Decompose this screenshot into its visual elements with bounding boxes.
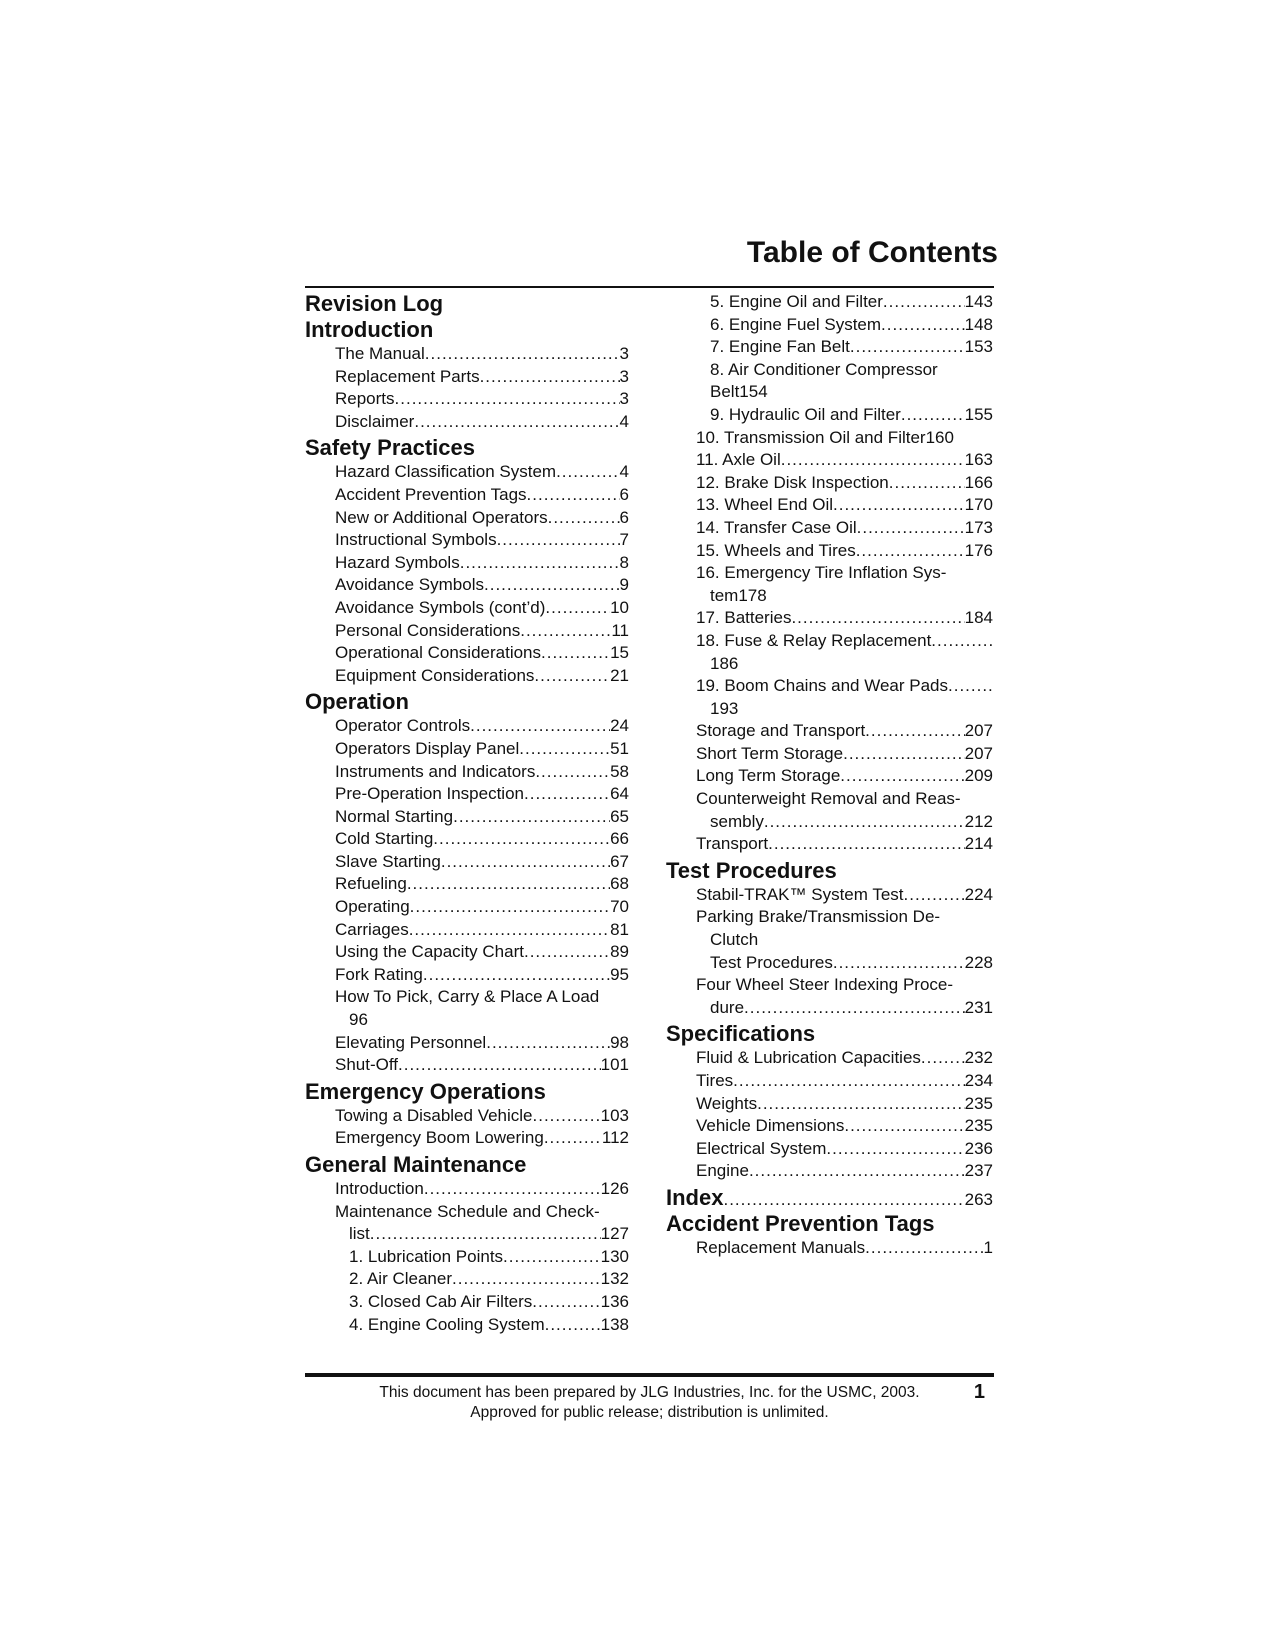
- dot-leader: [865, 720, 964, 743]
- toc-entry-label: Transport: [696, 834, 769, 854]
- toc-entry[interactable]: [305, 738, 629, 761]
- toc-page-number: 153: [964, 337, 993, 357]
- toc-page-number: 184: [964, 608, 993, 628]
- toc-entry-label: 5. Engine Oil and Filter: [710, 292, 883, 311]
- toc-page-number: 6: [619, 484, 629, 504]
- toc-entry[interactable]: [666, 494, 993, 517]
- dot-leader: [534, 665, 610, 688]
- toc-page-number: 170: [964, 495, 993, 515]
- toc-entry[interactable]: [305, 1246, 629, 1269]
- toc-page-number: 3: [619, 366, 629, 386]
- toc-entry[interactable]: [666, 765, 993, 788]
- toc-page-number: 24: [610, 716, 629, 736]
- dot-leader: [545, 597, 610, 620]
- dot-leader: [423, 964, 610, 987]
- toc-entry-label: Vehicle Dimensions: [696, 1116, 845, 1136]
- toc-page-number: 68: [610, 874, 629, 894]
- toc-entry[interactable]: [666, 997, 993, 1020]
- toc-page-number: 212: [964, 811, 993, 831]
- toc-entry-label: 3. Closed Cab Air Filters: [349, 1291, 533, 1311]
- dot-leader: [768, 833, 965, 856]
- toc-entry-text[interactable]: 186: [710, 653, 739, 673]
- footer-line-2: Approved for public release; distribution is unlimited.: [470, 1404, 829, 1421]
- toc-page-number: 8: [619, 552, 629, 572]
- dot-leader: [733, 1070, 964, 1093]
- dot-leader: [486, 1032, 610, 1055]
- dot-leader: [497, 529, 620, 552]
- toc-entry-text[interactable]: Parking Brake/Transmission De-: [696, 907, 941, 927]
- toc-entry[interactable]: [305, 461, 629, 484]
- toc-page-number: 6: [619, 507, 629, 527]
- toc-entry-label: 1. Lubrication Points: [349, 1246, 504, 1266]
- toc-page-number: 138: [600, 1314, 629, 1334]
- toc-page-number: 235: [964, 1116, 993, 1136]
- dot-leader: [757, 1093, 965, 1116]
- toc-entry-text[interactable]: 10. Transmission Oil and Filter160: [696, 427, 954, 447]
- toc-entry-label: Fork Rating: [335, 964, 423, 984]
- toc-page-number: 132: [600, 1269, 629, 1289]
- toc-entry-label: Carriages: [335, 919, 409, 939]
- toc-page-number: 15: [610, 643, 629, 663]
- dot-leader: [519, 738, 610, 761]
- toc-entry[interactable]: [305, 1105, 629, 1128]
- dot-leader: [889, 472, 965, 495]
- toc-page-number: 81: [610, 919, 629, 939]
- dot-leader: [520, 620, 611, 643]
- toc-entry[interactable]: [305, 806, 629, 829]
- toc-entry-label: Hazard Classification System: [335, 462, 557, 482]
- toc-entry-label: Cold Starting: [335, 829, 434, 849]
- toc-entry-label: Long Term Storage: [696, 766, 841, 786]
- toc-page-number: 1: [983, 1237, 993, 1257]
- toc-heading-label: Index: [666, 1184, 724, 1210]
- toc-entry[interactable]: [666, 811, 993, 834]
- toc-page-number: 4: [619, 462, 629, 482]
- toc-entry-text[interactable]: Four Wheel Steer Indexing Proce-: [696, 975, 954, 995]
- toc-entry-label: Hazard Symbols: [335, 552, 460, 572]
- toc-entry-label: Slave Starting: [335, 851, 441, 871]
- dot-leader: [410, 896, 610, 919]
- dot-leader: [524, 941, 610, 964]
- toc-entry[interactable]: [666, 720, 993, 743]
- toc-page-number: 64: [610, 784, 629, 804]
- toc-entry[interactable]: [305, 1314, 629, 1337]
- dot-leader: [833, 494, 965, 517]
- toc-entry-label: Accident Prevention Tags: [335, 484, 527, 504]
- toc-left-column: [305, 291, 629, 1336]
- toc-entry-text[interactable]: 193: [710, 698, 739, 718]
- dot-leader: [398, 1054, 601, 1077]
- toc-entry[interactable]: [666, 833, 993, 856]
- toc-page-number: 67: [610, 851, 629, 871]
- dot-leader: [470, 715, 610, 738]
- toc-page-number: 65: [610, 806, 629, 826]
- toc-entry[interactable]: [305, 484, 629, 507]
- toc-page-number: 11: [611, 620, 629, 640]
- toc-page-number: 136: [600, 1291, 629, 1311]
- toc-entry-label: 12. Brake Disk Inspection: [696, 472, 889, 492]
- toc-entry[interactable]: [305, 507, 629, 530]
- dot-leader: [395, 388, 620, 411]
- toc-entry-label: Avoidance Symbols: [335, 575, 484, 595]
- toc-entry-label: 4. Engine Cooling System: [349, 1314, 545, 1334]
- dot-leader: [424, 1178, 601, 1201]
- toc-entry[interactable]: [305, 1032, 629, 1055]
- toc-entry-label: Disclaimer: [335, 411, 415, 431]
- toc-entry[interactable]: [305, 597, 629, 620]
- toc-page-number: 163: [964, 450, 993, 470]
- toc-section-heading[interactable]: Operation: [305, 689, 409, 715]
- toc-entry-label: 15. Wheels and Tires: [696, 540, 856, 560]
- toc-entry-label: Elevating Personnel: [335, 1032, 487, 1052]
- toc-entry[interactable]: [666, 1070, 993, 1093]
- toc-entry[interactable]: [305, 828, 629, 851]
- dot-leader: [931, 630, 993, 653]
- toc-page-number: 21: [610, 665, 629, 685]
- toc-entry[interactable]: [666, 1160, 993, 1183]
- toc-entry-text[interactable]: Counterweight Removal and Reas-: [696, 789, 961, 809]
- toc-entry-label: Personal Considerations: [335, 620, 521, 640]
- dot-leader: [548, 507, 620, 530]
- toc-entry[interactable]: [305, 1178, 629, 1201]
- dot-leader: [527, 484, 620, 507]
- footer-notice: [305, 1383, 994, 1423]
- toc-entry-label: Operator Controls: [335, 716, 471, 736]
- toc-entry[interactable]: [305, 411, 629, 434]
- toc-page-number: 66: [610, 829, 629, 849]
- dot-leader: [764, 811, 965, 834]
- toc-entry-label: Tires: [696, 1071, 734, 1090]
- toc-entry-label: Engine: [696, 1161, 749, 1181]
- toc-page-number: 143: [964, 292, 993, 311]
- toc-entry-label: 19. Boom Chains and Wear Pads: [696, 676, 948, 696]
- toc-entry[interactable]: [666, 952, 993, 975]
- dot-leader: [533, 1105, 601, 1128]
- toc-entry[interactable]: [666, 630, 993, 653]
- toc-entry[interactable]: [666, 314, 993, 337]
- toc-page-number: 3: [619, 344, 629, 363]
- toc-page-number: 207: [964, 721, 993, 741]
- toc-entry[interactable]: [305, 388, 629, 411]
- toc-page-number: 126: [600, 1179, 629, 1198]
- toc-section-heading[interactable]: Safety Practices: [305, 435, 475, 461]
- toc-entry[interactable]: [305, 529, 629, 552]
- toc-section-heading[interactable]: Emergency Operations: [305, 1078, 546, 1104]
- toc-entry-label: 9. Hydraulic Oil and Filter: [710, 404, 901, 424]
- toc-page-number: 231: [964, 997, 993, 1017]
- dot-leader: [532, 1291, 600, 1314]
- toc-entry-label: Normal Starting: [335, 806, 454, 826]
- toc-entry-label: 11. Axle Oil: [696, 450, 781, 470]
- page-number: 1: [973, 1381, 985, 1403]
- dot-leader: [948, 675, 993, 698]
- dot-leader: [370, 1223, 601, 1246]
- toc-page-number: 127: [600, 1224, 629, 1244]
- toc-page-number: 98: [610, 1032, 629, 1052]
- toc-page-number: 58: [610, 761, 629, 781]
- toc-entry[interactable]: [666, 884, 993, 907]
- toc-entry[interactable]: [305, 941, 629, 964]
- dot-leader: [857, 517, 965, 540]
- toc-entry[interactable]: [305, 783, 629, 806]
- toc-entry[interactable]: [666, 1138, 993, 1161]
- dot-leader: [840, 765, 964, 788]
- dot-leader: [407, 873, 610, 896]
- toc-entry[interactable]: [305, 761, 629, 784]
- toc-page-number: 9: [619, 575, 629, 595]
- dot-leader: [904, 884, 965, 907]
- dot-leader: [545, 1314, 601, 1337]
- dot-leader: [791, 607, 964, 630]
- dot-leader: [921, 1047, 965, 1070]
- toc-entry-label: Stabil-TRAK™ System Test: [696, 884, 904, 904]
- toc-entry[interactable]: [666, 675, 993, 698]
- toc-entry[interactable]: [305, 964, 629, 987]
- toc-page-number: 166: [964, 472, 993, 492]
- toc-page-number: 232: [964, 1048, 993, 1068]
- toc-entry-text[interactable]: Clutch: [710, 930, 759, 950]
- toc-entry[interactable]: [666, 540, 993, 563]
- dot-leader: [524, 783, 610, 806]
- toc-entry-label: Using the Capacity Chart: [335, 942, 524, 962]
- toc-entry-label: Weights: [696, 1093, 758, 1113]
- dot-leader: [541, 642, 610, 665]
- toc-page-number: 235: [964, 1093, 993, 1113]
- toc-entry-label: Test Procedures: [710, 952, 833, 972]
- toc-entry[interactable]: [305, 896, 629, 919]
- toc-entry-label: Refueling: [335, 874, 407, 894]
- toc-entry[interactable]: [305, 665, 629, 688]
- toc-entry-label: 13. Wheel End Oil: [696, 495, 834, 515]
- toc-page-number: 112: [601, 1128, 629, 1148]
- toc-entry-label: Short Term Storage: [696, 743, 844, 763]
- toc-entry[interactable]: [666, 1047, 993, 1070]
- toc-page-number: 7: [619, 530, 629, 550]
- toc-entry-label: Instructional Symbols: [335, 530, 497, 550]
- toc-section-heading[interactable]: Revision Log: [305, 291, 444, 316]
- dot-leader: [843, 743, 965, 766]
- footer-rule: [305, 1373, 994, 1377]
- toc-entry[interactable]: [666, 607, 993, 630]
- toc-section-heading[interactable]: General Maintenance: [305, 1152, 527, 1177]
- dot-leader: [749, 1160, 965, 1183]
- toc-entry-label: Reports: [335, 389, 395, 409]
- toc-page-number: 89: [610, 942, 629, 962]
- toc-entry-label: 6. Engine Fuel System: [710, 314, 882, 334]
- dot-leader: [433, 828, 610, 851]
- dot-leader: [503, 1246, 601, 1269]
- toc-entry[interactable]: [666, 404, 993, 427]
- dot-leader: [856, 540, 965, 563]
- toc-page-number: 228: [964, 952, 993, 972]
- toc-section-heading[interactable]: Introduction: [305, 317, 434, 342]
- toc-entry[interactable]: [305, 343, 629, 366]
- toc-entry-label: 2. Air Cleaner: [349, 1269, 452, 1289]
- footer-line-1: This document has been prepared by JLG Industries, Inc. for the USMC, 2003.: [379, 1384, 920, 1401]
- toc-entry-label: Equipment Considerations: [335, 665, 535, 685]
- toc-page-number: 70: [610, 897, 629, 917]
- toc-entry-label: Instruments and Indicators: [335, 761, 536, 781]
- toc-entry-text[interactable]: How To Pick, Carry & Place A Load: [335, 987, 600, 1007]
- toc-entry[interactable]: [305, 552, 629, 575]
- toc-entry[interactable]: [666, 517, 993, 540]
- toc-page-number: 101: [600, 1055, 629, 1075]
- dot-leader: [544, 1127, 602, 1150]
- dot-leader: [452, 1268, 601, 1291]
- toc-entry-label: The Manual: [335, 344, 425, 363]
- toc-right-column: [666, 291, 993, 1260]
- toc-entry-label: Fluid & Lubrication Capacities: [696, 1048, 921, 1068]
- toc-entry[interactable]: [666, 449, 993, 472]
- dot-leader: [441, 851, 610, 874]
- toc-entry-text[interactable]: 16. Emergency Tire Inflation Sys-: [696, 563, 947, 583]
- toc-page-number: 103: [600, 1105, 629, 1125]
- toc-entry[interactable]: [305, 642, 629, 665]
- toc-entry-label: 14. Transfer Case Oil: [696, 517, 857, 537]
- toc-entry-label: Shut-Off: [335, 1055, 398, 1075]
- toc-entry[interactable]: [305, 620, 629, 643]
- toc-section-heading[interactable]: Test Procedures: [666, 857, 837, 883]
- toc-entry-label: Avoidance Symbols (cont’d): [335, 597, 546, 617]
- toc-entry-label: New or Additional Operators: [335, 507, 548, 527]
- toc-page-number: 237: [964, 1161, 993, 1181]
- dot-leader: [484, 574, 620, 597]
- toc-entry[interactable]: [305, 1268, 629, 1291]
- toc-entry-label: 17. Batteries: [696, 608, 792, 628]
- toc-page-number: 176: [964, 540, 993, 560]
- toc-entry[interactable]: [305, 366, 629, 389]
- toc-entry-label: dure: [710, 997, 745, 1017]
- page-title: Table of Contents: [746, 236, 998, 269]
- toc-entry-label: Towing a Disabled Vehicle: [335, 1105, 533, 1125]
- dot-leader: [460, 552, 620, 575]
- toc-entry[interactable]: [305, 873, 629, 896]
- toc-page-number: 173: [964, 517, 993, 537]
- dot-leader: [850, 336, 965, 359]
- toc-page-number: 214: [964, 834, 993, 854]
- toc-page-number: 263: [964, 1189, 993, 1209]
- toc-entry-text[interactable]: 8. Air Conditioner Compressor: [710, 359, 938, 379]
- toc-entry-label: Introduction: [335, 1179, 424, 1198]
- dot-leader: [409, 919, 610, 942]
- toc-entry[interactable]: [305, 851, 629, 874]
- toc-entry[interactable]: [305, 919, 629, 942]
- dot-leader: [556, 461, 619, 484]
- toc-entry[interactable]: [305, 1291, 629, 1314]
- dot-leader: [833, 952, 965, 975]
- toc-entry[interactable]: [305, 1054, 629, 1077]
- toc-entry[interactable]: [666, 743, 993, 766]
- dot-leader: [535, 761, 610, 784]
- toc-page-number: 224: [964, 884, 993, 904]
- dot-leader: [781, 449, 965, 472]
- toc-entry[interactable]: [305, 574, 629, 597]
- toc-entry[interactable]: [666, 472, 993, 495]
- toc-entry-label: Operational Considerations: [335, 643, 542, 663]
- toc-section-heading[interactable]: Accident Prevention Tags: [666, 1210, 935, 1236]
- toc-entry-text[interactable]: tem178: [710, 585, 767, 605]
- dot-leader: [883, 291, 965, 314]
- toc-entry[interactable]: [305, 1223, 629, 1246]
- toc-page-number: 10: [610, 597, 629, 617]
- toc-page-number: 209: [964, 766, 993, 786]
- dot-leader: [865, 1237, 983, 1260]
- toc-entry[interactable]: [666, 1093, 993, 1116]
- toc-section-heading[interactable]: Specifications: [666, 1021, 816, 1047]
- dot-leader: [826, 1138, 964, 1161]
- toc-entry-label: Pre-Operation Inspection: [335, 784, 524, 804]
- toc-entry[interactable]: [666, 1115, 993, 1138]
- dot-leader: [901, 404, 965, 427]
- toc-page-number: 236: [964, 1138, 993, 1158]
- toc-page-number: 148: [964, 314, 993, 334]
- dot-leader: [414, 411, 619, 434]
- toc-entry-label: 7. Engine Fan Belt: [710, 337, 850, 357]
- toc-page-number: 234: [964, 1071, 993, 1090]
- dot-leader: [453, 806, 610, 829]
- dot-leader: [425, 343, 620, 366]
- toc-entry[interactable]: [666, 291, 993, 314]
- dot-leader: [723, 1187, 964, 1213]
- toc-page-number: 207: [964, 743, 993, 763]
- toc-page-number: 130: [600, 1246, 629, 1266]
- toc-entry-label: Replacement Parts: [335, 366, 480, 386]
- toc-entry-label: sembly: [710, 811, 764, 831]
- toc-page-number: 3: [619, 389, 629, 409]
- toc-entry-label: Electrical System: [696, 1138, 827, 1158]
- toc-entry-label: Emergency Boom Lowering: [335, 1128, 544, 1148]
- dot-leader: [480, 366, 620, 389]
- toc-entry-text[interactable]: Belt154: [710, 382, 768, 402]
- dot-leader: [881, 314, 965, 337]
- toc-entry[interactable]: [666, 336, 993, 359]
- toc-entry-label: Replacement Manuals: [696, 1237, 866, 1257]
- toc-section-heading[interactable]: [666, 1185, 993, 1211]
- dot-leader: [844, 1115, 964, 1138]
- toc-page-number: 155: [964, 404, 993, 424]
- toc-entry-label: Storage and Transport: [696, 721, 866, 741]
- toc-entry[interactable]: [305, 1127, 629, 1150]
- toc-page-number: 95: [610, 964, 629, 984]
- dot-leader: [744, 997, 965, 1020]
- toc-page-number: 4: [619, 411, 629, 431]
- toc-entry-label: 18. Fuse & Relay Replacement: [696, 630, 932, 650]
- header-rule: [305, 286, 994, 288]
- toc-entry[interactable]: [666, 1237, 993, 1260]
- toc-entry[interactable]: [305, 715, 629, 738]
- toc-entry-label: list: [349, 1224, 370, 1244]
- toc-entry-text[interactable]: Maintenance Schedule and Check-: [335, 1201, 600, 1221]
- toc-entry-label: Operators Display Panel: [335, 738, 520, 758]
- toc-page-number: 51: [610, 738, 629, 758]
- toc-entry-label: Operating: [335, 897, 410, 917]
- toc-entry-text[interactable]: 96: [349, 1010, 368, 1030]
